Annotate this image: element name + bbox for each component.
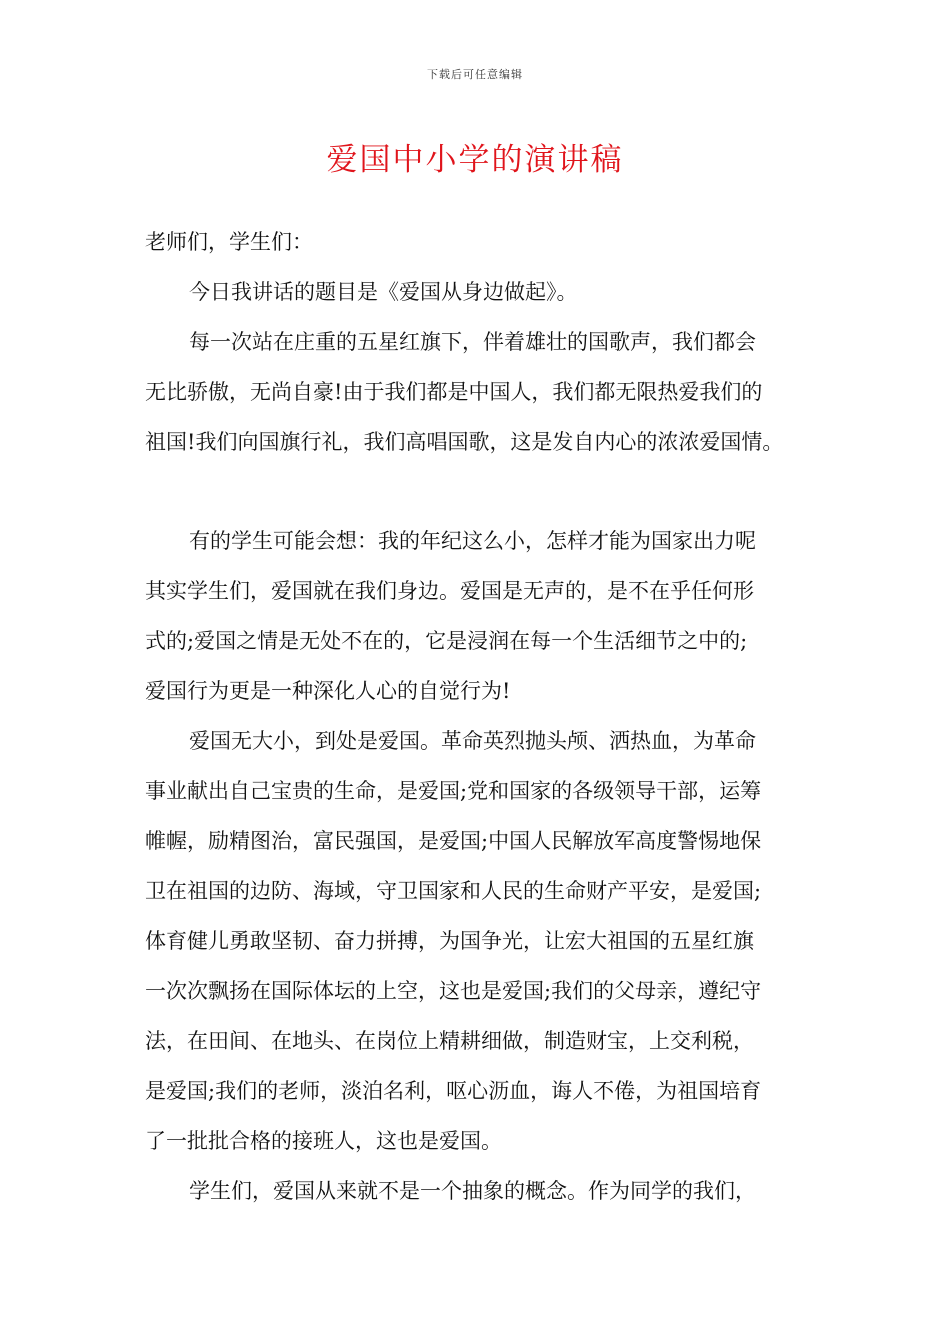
header-note: 下载后可任意编辑 [427,68,523,81]
paragraph-3-line: 事业献出自己宝贵的生命，是爱国;党和国家的各级领导干部，运筹 [145,779,762,803]
topic-line: 今日我讲话的题目是《爱国从身边做起》。 [189,280,578,304]
paragraph-3-line: 体育健儿勇敢坚韧、奋力拼搏，为国争光，让宏大祖国的五星红旗 [145,929,754,953]
paragraph-1-line: 每一次站在庄重的五星红旗下，伴着雄壮的国歌声，我们都会 [189,330,756,354]
paragraph-3-line: 帷幄，励精图治，富民强国，是爱国;中国人民解放军高度警惕地保 [145,829,762,853]
speech-intro [145,217,825,467]
document-title: 爱国中小学的演讲稿 [326,142,624,178]
paragraph-2-line: 爱国行为更是一种深化人心的自觉行为! [145,679,511,703]
paragraph-2-line: 式的;爱国之情是无处不在的，它是浸润在每一个生活细节之中的; [145,629,748,653]
paragraph-1-line: 祖国!我们向国旗行礼，我们高唱国歌，这是发自内心的浓浓爱国情。 [145,430,784,454]
paragraph-3-line: 了一批批合格的接班人，这也是爱国。 [145,1129,502,1153]
paragraph-3-line: 卫在祖国的边防、海域，守卫国家和人民的生命财产平安，是爱国; [145,879,762,903]
paragraph-3-line: 爱国无大小，到处是爱国。革命英烈抛头颅、洒热血，为革命 [189,729,756,753]
paragraph-1-line: 无比骄傲，无尚自豪!由于我们都是中国人，我们都无限热爱我们的 [145,380,763,404]
paragraph-2-line: 其实学生们，爱国就在我们身边。爱国是无声的，是不在乎任何形 [145,579,754,603]
paragraph-3-line: 法，在田间、在地头、在岗位上精耕细做，制造财宝，上交利税， [145,1029,754,1053]
paragraph-2 [145,516,825,1216]
paragraph-3-line: 一次次飘扬在国际体坛的上空，这也是爱国;我们的父母亲，遵纪守 [145,979,762,1003]
greeting-line: 老师们，学生们： [145,230,313,254]
paragraph-3-line: 是爱国;我们的老师，淡泊名利，呕心沥血，诲人不倦，为祖国培育 [145,1079,762,1103]
paragraph-4-line: 学生们，爱国从来就不是一个抽象的概念。作为同学的我们， [189,1179,756,1203]
paragraph-2-line: 有的学生可能会想：我的年纪这么小，怎样才能为国家出力呢 [189,529,756,553]
